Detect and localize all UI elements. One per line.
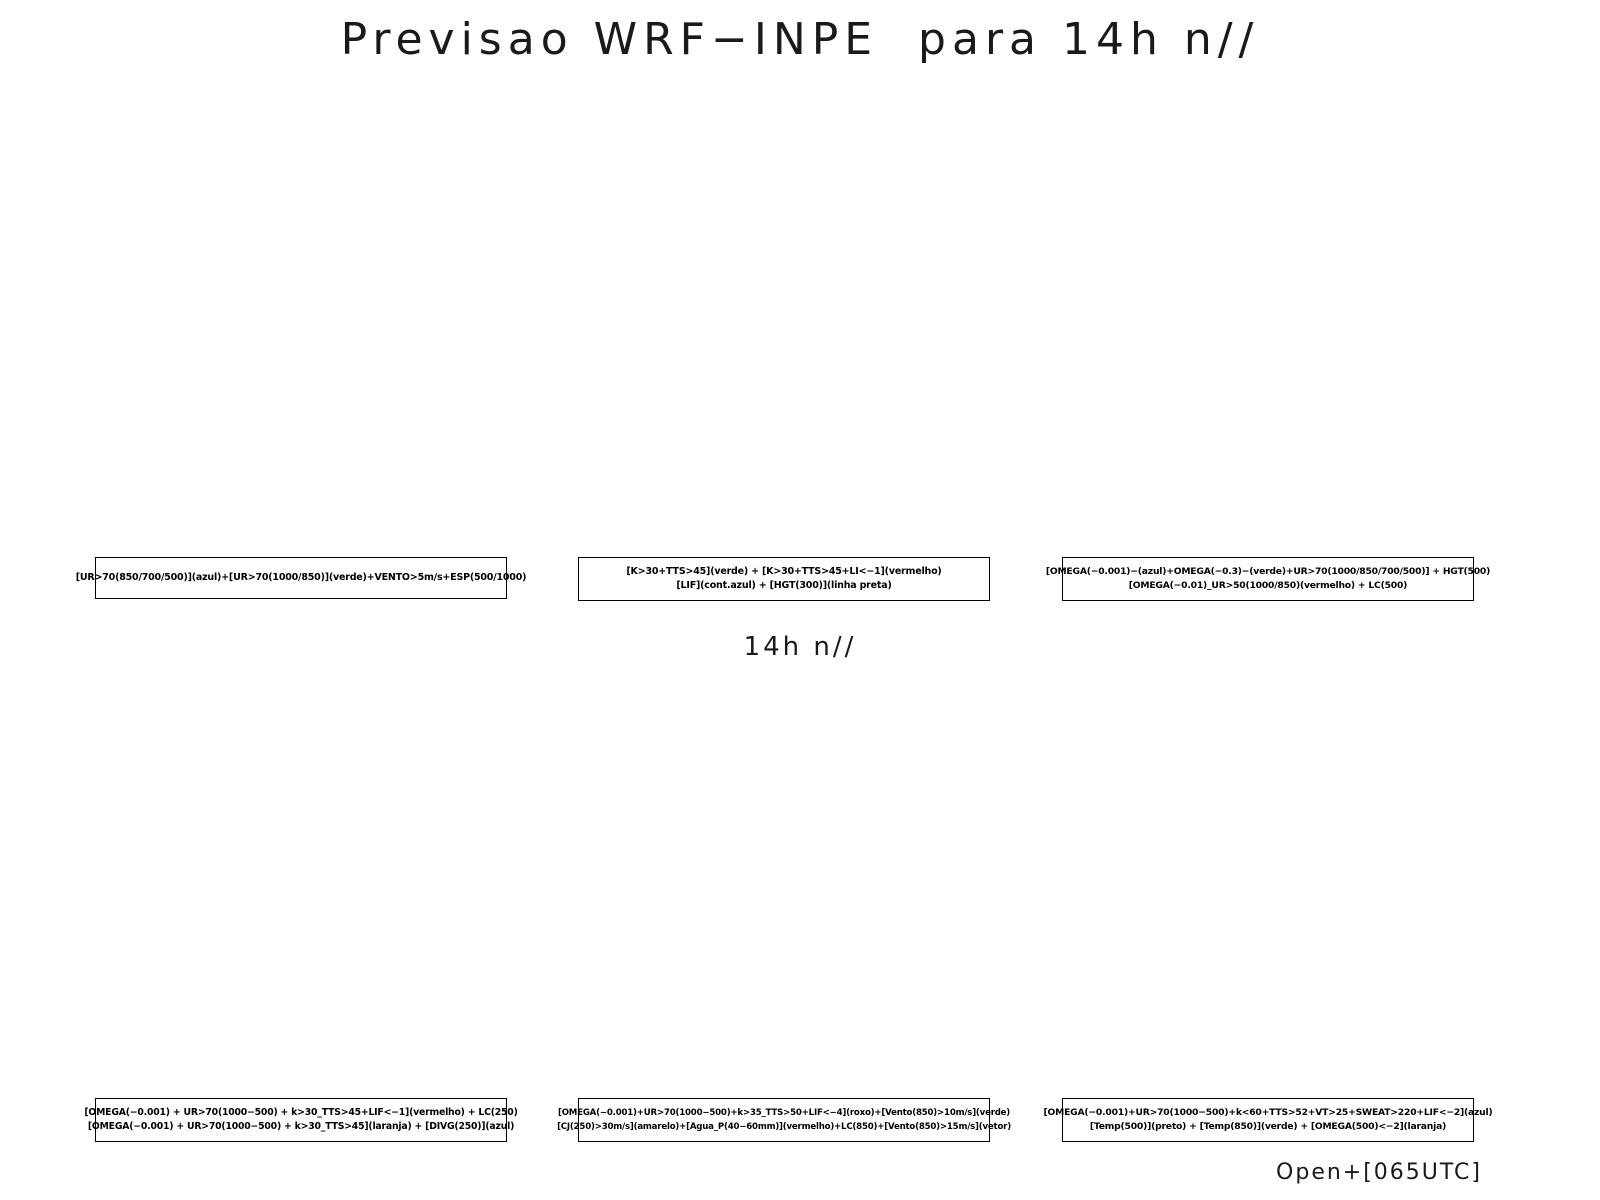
legend-line: [OMEGA(−0.01)_UR>50(1000/850)(vermelho) + LC(500) (1128, 580, 1408, 591)
legend-line: [K>30+TTS>45](verde) + [K>30+TTS>45+LI<−1](vermelho) (626, 566, 942, 577)
forecast-time-label: 14h n// (743, 632, 857, 662)
footer-open-label: Open+[065UTC] (1276, 1160, 1482, 1185)
legend-line: [OMEGA(−0.001)−(azul)+OMEGA(−0.3)−(verde)+UR>70(1000/850/700/500)] + HGT(500) (1045, 566, 1491, 577)
legend-line: [OMEGA(−0.001)+UR>70(1000−500)+k<60+TTS>52+VT>25+SWEAT>220+LIF<−2](azul) (1043, 1107, 1493, 1118)
legend-box-k-index (578, 557, 990, 601)
legend-line: [OMEGA(−0.001) + UR>70(1000−500) + k>30_TTS>45+LIF<−1](vermelho) + LC(250) (84, 1107, 518, 1118)
legend-line: [Temp(500)](preto) + [Temp(850)](verde) + [OMEGA(500)<−2](laranja) (1089, 1121, 1447, 1132)
legend-box-humidity-wind (75, 557, 527, 599)
legend-line: [OMEGA(−0.001)+UR>70(1000−500)+k>35_TTS>50+LIF<−4](roxo)+[Vento(850)>10m/s](verde) (557, 1108, 1011, 1118)
legend-box-omega-sweat-temp (1043, 1098, 1493, 1142)
legend-line: [CJ(250)>30m/s](amarelo)+[Agua_P(40−60mm)](vermelho)+LC(850)+[Vento(850)>15m/s](vetor) (557, 1122, 1011, 1132)
legend-box-omega-hgt (1045, 557, 1491, 601)
legend-line: [UR>70(850/700/500)](azul)+[UR>70(1000/850)](verde)+VENTO>5m/s+ESP(500/1000) (75, 572, 527, 583)
legend-line: [LIF](cont.azul) + [HGT(300)](linha preta) (676, 580, 892, 591)
page-title: Previsao WRF−INPE para 14h n// (340, 14, 1260, 65)
legend-line: [OMEGA(−0.001) + UR>70(1000−500) + k>30_TTS>45](laranja) + [DIVG(250)](azul) (87, 1121, 515, 1132)
legend-box-omega-cj-water (557, 1098, 1011, 1142)
legend-box-omega-k-lc (84, 1098, 518, 1142)
